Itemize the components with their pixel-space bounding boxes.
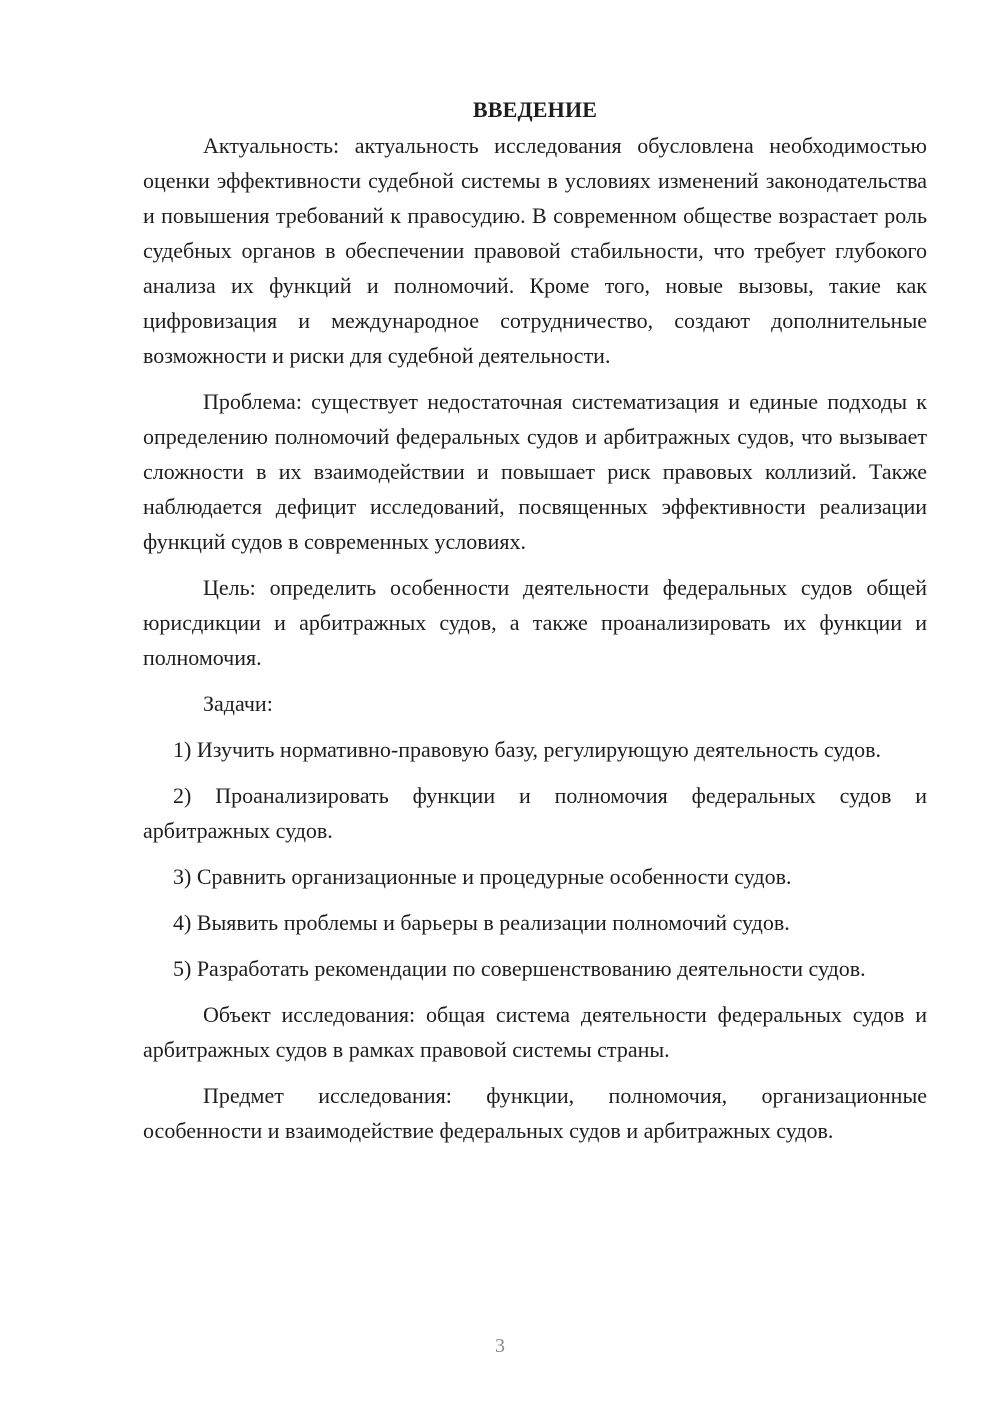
paragraph-problem: Проблема: существует недостаточная систематизация и единые подходы к определению полномочий федеральных судов и арбитражных судов, что вызывает сложности в их взаимодействии и повышает риск правовых коллизий. Также наблюдается дефицит исследований, посвященных эффективности реализации функций судов в современных условиях. [143, 389, 927, 554]
task-item-5: 5) Разработать рекомендации по совершенствованию деятельности судов. [173, 956, 866, 981]
section-heading: ВВЕДЕНИЕ [472, 97, 598, 122]
document-page [143, 92, 927, 1148]
paragraph-relevance: Актуальность: актуальность исследования обусловлена необходимостью оценки эффективности судебной системы в условиях изменений законодательства и повышения требований к правосудию. В современном обществе возрастает роль судебных органов в обеспечении правовой стабильности, что требует глубокого анализа их функций и полномочий. Кроме того, новые вызовы, такие как цифровизация и международное сотрудничество, создают дополнительные возможности и риски для судебной деятельности. [143, 133, 927, 368]
task-item-2: 2) Проанализировать функции и полномочия федеральных судов и арбитражных судов. [143, 783, 927, 843]
task-item-1: 1) Изучить нормативно-правовую базу, регулирующую деятельность судов. [173, 737, 882, 762]
paragraph-subject: Предмет исследования: функции, полномочия, организационные особенности и взаимодействие федеральных судов и арбитражных судов. [143, 1083, 927, 1143]
task-item-3: 3) Сравнить организационные и процедурные особенности судов. [173, 864, 792, 889]
task-item-4: 4) Выявить проблемы и барьеры в реализации полномочий судов. [173, 910, 790, 935]
task-list [143, 732, 927, 986]
paragraph-object: Объект исследования: общая система деятельности федеральных судов и арбитражных судов в рамках правовой системы страны. [143, 1002, 927, 1062]
tasks-heading: Задачи: [203, 691, 273, 716]
paragraph-goal: Цель: определить особенности деятельности федеральных судов общей юрисдикции и арбитражных судов, а также проанализировать их функции и полномочия. [143, 575, 927, 670]
page-number: 3 [495, 1335, 505, 1357]
